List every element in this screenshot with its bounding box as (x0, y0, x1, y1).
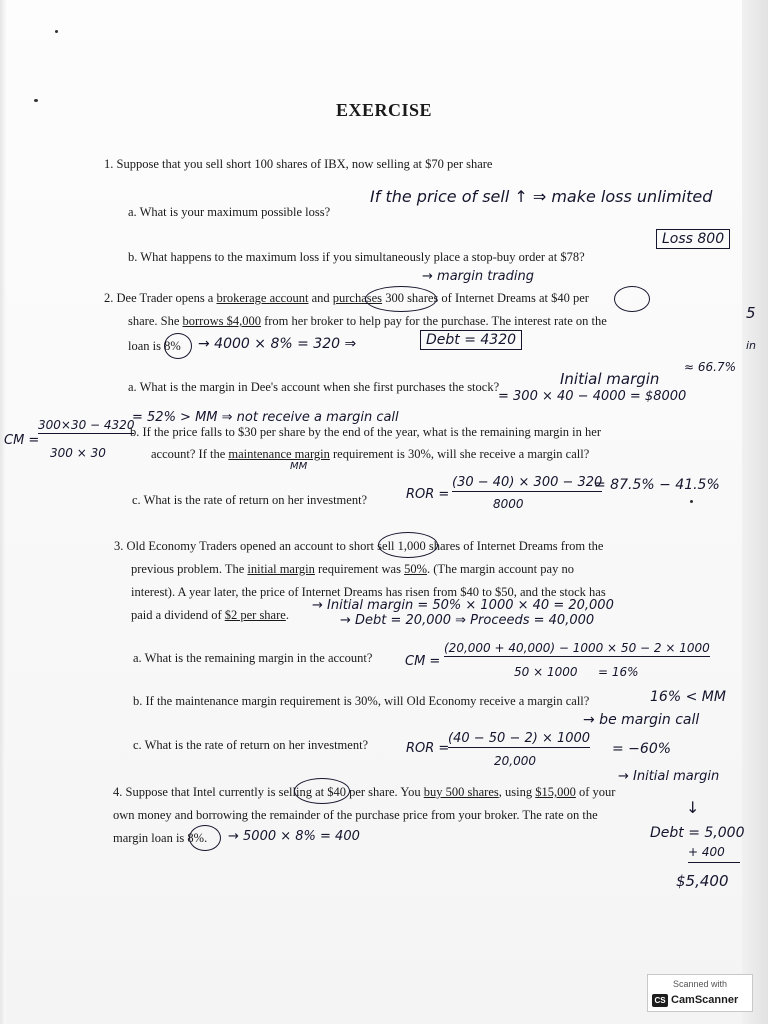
q3a-hw-numerator: (20,000 + 40,000) − 1000 × 50 − 2 × 1000 (444, 641, 710, 655)
q2a-text: a. What is the margin in Dee's account when she first purchases the stock? (128, 380, 500, 394)
q4-circle-rate (189, 825, 221, 851)
q2-circle-rate (164, 333, 192, 359)
q2-circle-purchases (365, 286, 437, 312)
q2a-hw-initial-margin: Initial margin (560, 370, 660, 388)
q1-stem: 1. Suppose that you sell short 100 shares of IBX, now selling at $70 per share (104, 157, 493, 171)
ink-speck (55, 30, 58, 33)
q4-hw-interest-calc: → 5000 × 8% = 400 (228, 829, 360, 844)
q2b-hw-mm: MM (290, 461, 308, 472)
right-margin-mark: in (746, 339, 757, 352)
q2c-hw-numerator: (30 − 40) × 300 − 320 (452, 475, 603, 490)
q3a-hw-result: = 16% (598, 665, 639, 679)
q2b-line2: account? If the maintenance margin requirement is 30%, will she receive a margin call? (151, 447, 590, 461)
q3-line4: paid a dividend of $2 per share. (131, 608, 289, 622)
q4-hw-debt: Debt = 5,000 (650, 825, 745, 841)
q1b-text: b. What happens to the maximum loss if you simultaneously place a stop-buy order at $78? (128, 250, 585, 264)
camscanner-watermark (647, 974, 753, 1012)
q4-hw-down-arrow: ↓ (686, 798, 700, 817)
q1a-text: a. What is your maximum possible loss? (128, 205, 331, 219)
q3a-hw-cm: CM = (405, 654, 441, 669)
page-right-edge (742, 0, 768, 1024)
q2c-hw-ror: ROR = (406, 487, 450, 502)
exercise-title: EXERCISE (335, 100, 433, 120)
q2b-hw-cm: CM = (4, 433, 40, 448)
q2-circle-price (614, 286, 650, 312)
q4-line3: margin loan is 8%. (113, 831, 208, 845)
q2-line1: 2. Dee Trader opens a brokerage account and purchases 300 shares of Internet Dreams at $40 per (104, 291, 589, 305)
q2a-hw-percent: ≈ 66.7% (684, 360, 736, 374)
q1a-handwritten-answer: If the price of sell ↑ ⇒ make loss unlimited (370, 187, 713, 206)
q2-hw-debt-box: Debt = 4320 (420, 333, 522, 347)
q2-note-margin-trading: → margin trading (422, 269, 534, 284)
q3-line3: interest). A year later, the price of Internet Dreams has risen from $40 to $50, and the stock has (131, 585, 606, 599)
q4-hw-total-debt: $5,400 (676, 872, 729, 890)
q3c-hw-numerator: (40 − 50 − 2) × 1000 (448, 731, 591, 746)
page-left-edge (0, 0, 6, 1024)
scanned-with-label: Scanned with (672, 979, 728, 989)
q3c-hw-ror: ROR = (406, 741, 450, 756)
q2-line2: share. She borrows $4,000 from her broker to help pay for the purchase. The interest rate on the (128, 314, 607, 328)
camscanner-brand: CamScanner (671, 994, 739, 1006)
q4-circle-selling (294, 778, 350, 804)
q2c-hw-result: = 87.5% − 41.5% (594, 477, 720, 493)
q2b-line1: b. If the price falls to $30 per share by the end of the year, what is the remaining margin in her (130, 425, 601, 439)
q2-line3: loan is 8% (128, 339, 181, 353)
camscanner-logo-icon: CS (652, 994, 668, 1007)
q2b-hw-conclusion: = 52% > MM ⇒ not receive a margin call (132, 410, 399, 425)
q3c-hw-result: = −60% (612, 741, 672, 757)
q3-hw-debt-proceeds: → Debt = 20,000 ⇒ Proceeds = 40,000 (340, 613, 595, 628)
ink-speck (690, 500, 693, 503)
q3b-hw-compare: 16% < MM (650, 689, 726, 705)
q3b-text: b. If the maintenance margin requirement is 30%, will Old Economy receive a margin call? (133, 694, 590, 708)
q3-line2: previous problem. The initial margin requirement was 50%. (The margin account pay no (131, 562, 574, 576)
q2b-hw-denominator: 300 × 30 (50, 446, 106, 460)
right-margin-mark: 5 (746, 304, 756, 322)
q4-line1: 4. Suppose that Intel currently is selling at $40 per share. You buy 500 shares, using $15,000 of your (113, 785, 616, 799)
q3a-hw-denominator: 50 × 1000 (514, 665, 578, 679)
q3b-hw-conclusion: → be margin call (583, 712, 700, 728)
q4-hw-initial-margin: → Initial margin (618, 769, 720, 784)
q4-hw-interest-add: + 400 (688, 846, 740, 863)
q3c-hw-denominator: 20,000 (494, 754, 536, 768)
q3c-text: c. What is the rate of return on her investment? (133, 738, 369, 752)
q1b-handwritten-answer: Loss 800 (656, 232, 730, 246)
q2c-text: c. What is the rate of return on her investment? (132, 493, 368, 507)
q3a-text: a. What is the remaining margin in the account? (133, 651, 373, 665)
q2a-hw-calc: = 300 × 40 − 4000 = $8000 (498, 389, 687, 404)
q2b-hw-numerator: 300×30 − 4320 (38, 418, 135, 432)
q2c-hw-denominator: 8000 (493, 497, 524, 511)
q3-circle-short-sell (378, 532, 438, 558)
q4-line2: own money and borrowing the remainder of the purchase price from your broker. The rate on the (113, 808, 598, 822)
q3-line1: 3. Old Economy Traders opened an account to short sell 1,000 shares of Internet Dreams from the (114, 539, 604, 553)
q3-hw-initial-margin: → Initial margin = 50% × 1000 × 40 = 20,000 (312, 598, 614, 613)
q2-hw-interest-calc: → 4000 × 8% = 320 ⇒ (198, 336, 357, 352)
